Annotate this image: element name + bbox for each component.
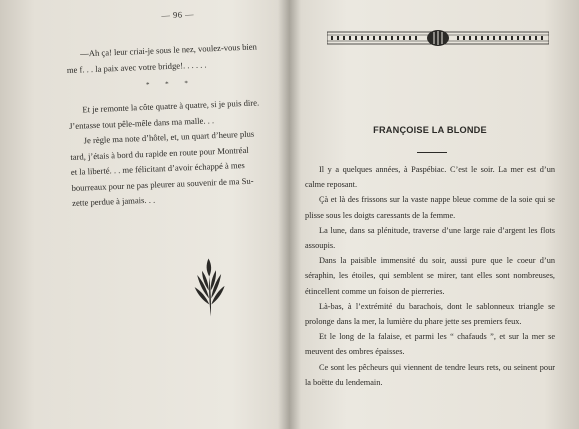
paragraph: Là-bas, à l’extrémité du barachois, dont le sablonneux triangle se prolonge dans la mer, la lumière du phare jette ses premiers feux. [305, 301, 555, 327]
paragraph: Ce sont les pêcheurs qui viennent de tendre leurs rets, ou seinent pour la boëtte du lendemain. [305, 362, 555, 387]
text-line: me f. . . la paix avec votre bridge!. . . . . . [66, 58, 207, 75]
text-line: Je règle ma note d’hôtel, et, un quart d’heure plus [83, 128, 255, 146]
text-line: J’entasse tout pêle-mêle dans ma malle. . . [68, 114, 215, 131]
left-page [42, 0, 299, 429]
paragraph: Il y a quelques années, à Paspébiac. C’est le soir. La mer est d’un calme reposant. [305, 165, 555, 190]
paragraph: Dans la paisible immensité du soir, aussi pure que le coeur d’un séraphin, les étoiles, qui semblent se mirer, tant elles sont nombreuses, étincellent comme un foison de pierreries. [305, 256, 555, 296]
title-rule [417, 152, 447, 153]
page-number: — 96 — [161, 8, 195, 21]
text-line: et la liberté. . . me félicitant d’avoir échappé à mes [70, 160, 245, 177]
decorative-header-band-icon [327, 30, 549, 46]
right-page [305, 0, 563, 429]
paragraph: Çà et là des frissons sur la vaste nappe bleue comme de la soie qui se plisse sous les doigts caressants de la femme. [305, 195, 555, 220]
text-line: tard, j’étais à bord du rapide en route pour Montréal [70, 144, 249, 162]
section-separator: * * * [145, 78, 196, 89]
left-paragraph-1 [66, 38, 282, 78]
left-paragraph-2 [68, 94, 287, 211]
wheat-sheaf-ornament-icon [193, 258, 227, 317]
right-body-text [305, 162, 555, 390]
text-line: zette perdue à jamais. . . [71, 194, 156, 208]
paragraph: La lune, dans sa plénitude, traverse d’une large raie d’argent les flots assoupis. [305, 225, 555, 251]
text-line: Et je remonte la côte quatre à quatre, si je puis dire. [82, 97, 260, 115]
paragraph: Et le long de la falaise, et parmi les “ chafauds ”, et sur la mer se meuvent des ombres épaisses. [305, 332, 555, 357]
text-line: —Ah ça! leur criai-je sous le nez, voulez-vous bien [79, 41, 258, 59]
chapter-title: FRANÇOISE LA BLONDE [373, 125, 487, 135]
text-line: bourreaux pour ne pas pleurer au souvenir de ma Su- [71, 175, 254, 193]
